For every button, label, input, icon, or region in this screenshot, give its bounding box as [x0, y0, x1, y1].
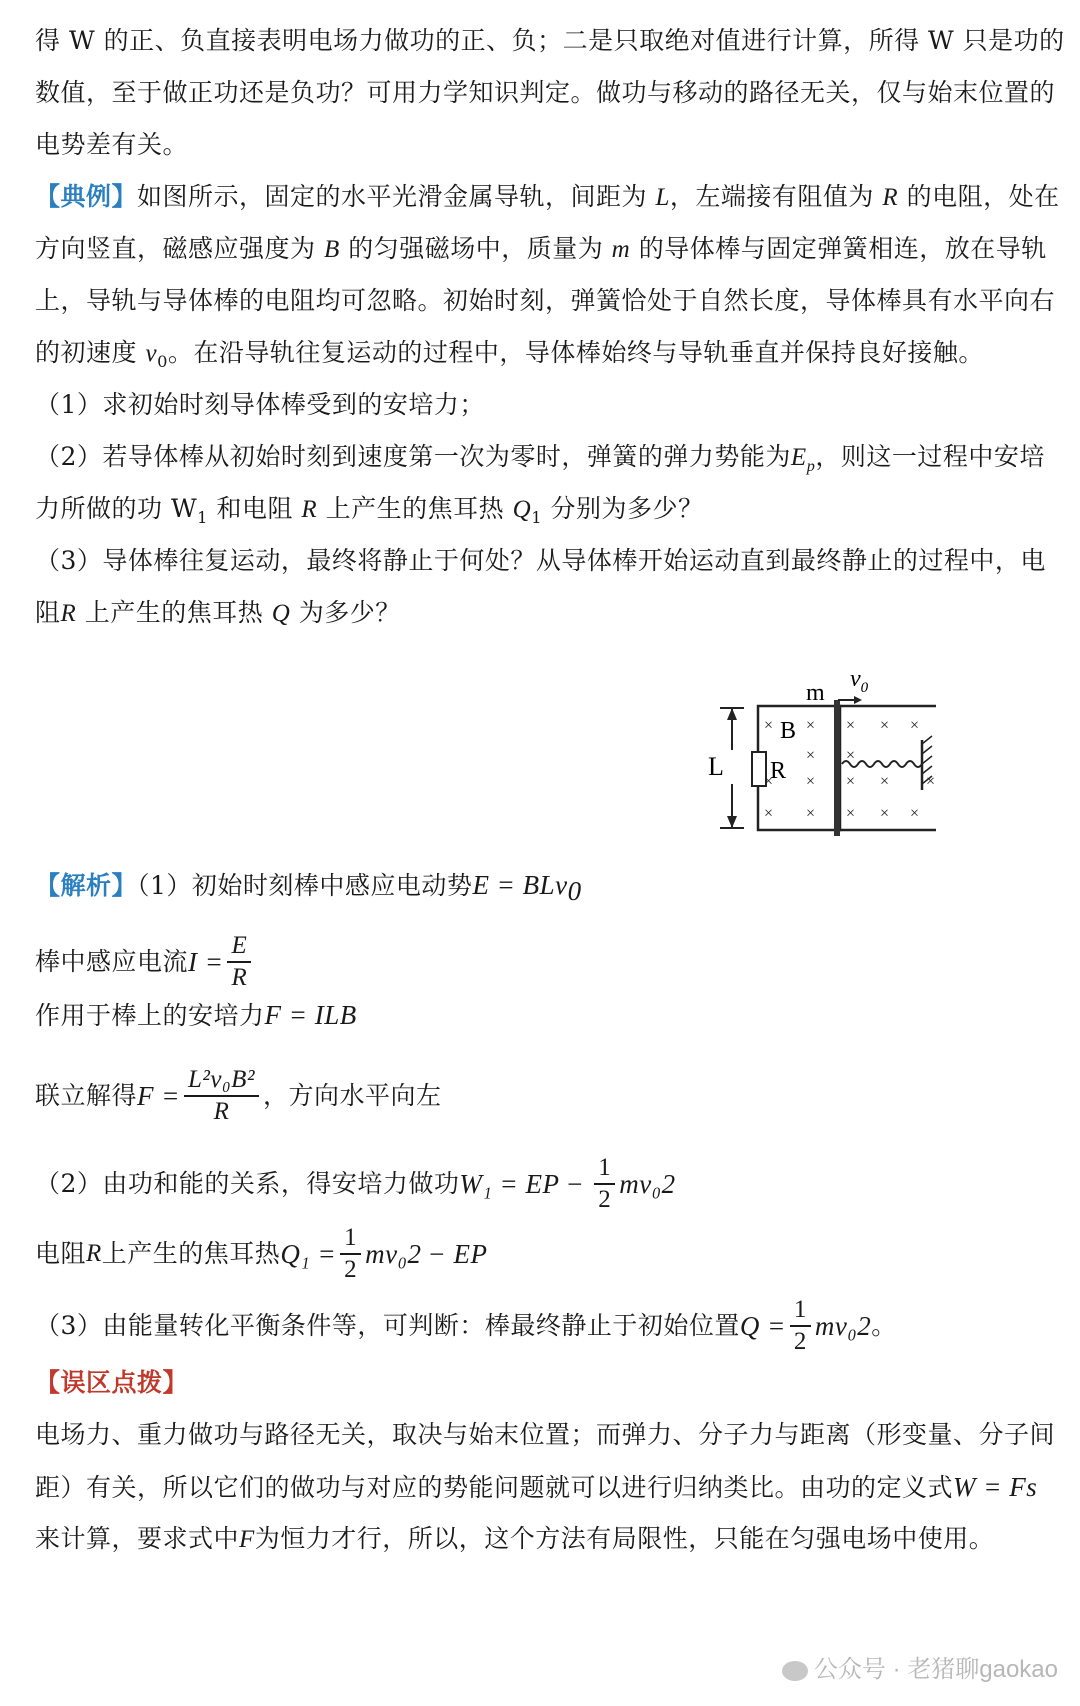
label-L: L — [708, 752, 724, 781]
example-line-2: 方向竖直，磁感应强度为 B 的匀强磁场中，质量为 m 的导体棒与固定弹簧相连，放在导轨 — [35, 234, 1047, 263]
question-3-line-1: （3）导体棒往复运动，最终将静止于何处？从导体棒开始运动直到最终静止的过程中，电 — [35, 546, 1046, 575]
question-2-line-1: （2）若导体棒从初始时刻到速度第一次为零时，弹簧的弹力势能为$E_p$，则这一过程中安培 — [35, 442, 1045, 475]
svg-text:×: × — [764, 773, 774, 790]
solution-line-7: （3）由能量转化平衡条件等，可判断：棒最终静止于初始位置 Q = $\frac{1}{2}$ mv₀ 2 。 — [35, 1296, 897, 1355]
example-tag: 【典例】 — [35, 182, 138, 211]
example-line-3: 上，导轨与导体棒的电阻均可忽略。初始时刻，弹簧恰处于自然长度，导体棒具有水平向右 — [35, 286, 1056, 315]
fraction-half-1: $\frac{1}{2}$ — [594, 1153, 615, 1215]
label-B: B — [780, 718, 797, 744]
pitfall-line-3: 来计算，要求式中F为恒力才行，所以，这个方法有局限性，只能在匀强电场中使用。 — [35, 1524, 995, 1553]
solution-line-4: 联立解得 F = $\frac{\text{L²v₀B²}}{R}$ ，方向水平向左 — [35, 1066, 442, 1125]
velocity-arrow-head — [854, 696, 862, 704]
pitfall-tag: 【误区点拨】 — [35, 1368, 189, 1397]
solution-line-1: 【解析】（1）初始时刻棒中感应电动势E = BLv$_0$ — [35, 870, 582, 906]
svg-text:×: × — [926, 773, 936, 790]
circuit-figure — [700, 660, 1020, 840]
svg-text:×: × — [846, 717, 856, 734]
intro-line-3: 电势差有关。 — [35, 130, 189, 159]
solution-line-5: （2）由功和能的关系，得安培力做功 W₁ = E P − $\frac{1}{2}$ mv₀ 2 — [35, 1154, 676, 1213]
svg-text:×: × — [806, 717, 816, 734]
svg-text:×: × — [806, 747, 816, 764]
intro-line-2: 数值，至于做正功还是负功？可用力学知识判定。做功与移动的路径无关，仅与始末位置的 — [35, 78, 1056, 107]
svg-text:×: × — [846, 747, 856, 764]
svg-text:×: × — [910, 717, 920, 734]
fraction-E-over-R: $\frac{E}{R}$ — [227, 931, 251, 993]
svg-text:×: × — [910, 805, 920, 822]
example-line-1: 【典例】如图所示，固定的水平光滑金属导轨，间距为 L，左端接有阻值为 R 的电阻，处在 — [35, 182, 1060, 211]
label-R: R — [770, 758, 787, 784]
svg-text:×: × — [880, 717, 890, 734]
question-1: （1）求初始时刻导体棒受到的安培力； — [35, 390, 485, 419]
svg-text:×: × — [880, 805, 890, 822]
wechat-icon — [782, 1661, 808, 1681]
conductor-bar — [834, 700, 840, 836]
svg-text:×: × — [846, 773, 856, 790]
pitfall-line-1: 电场力、重力做功与路径无关，取决与始末位置；而弹力、分子力与距离（形变量、分子间 — [35, 1420, 1056, 1449]
fraction-half-3: $\frac{1}{2}$ — [790, 1295, 811, 1357]
fraction-force: $\frac{\text{L²v₀B²}}{R}$ — [184, 1065, 259, 1127]
label-m: m — [806, 680, 825, 706]
svg-text:×: × — [806, 805, 816, 822]
svg-text:×: × — [880, 773, 890, 790]
svg-text:×: × — [764, 717, 774, 734]
pitfall-line-2: 距）有关，所以它们的做功与对应的势能问题就可以进行归纳类比。由功的定义式W = Fs — [35, 1472, 1038, 1502]
question-2-line-2: 力所做的功 $W_1$ 和电阻 R 上产生的焦耳热 $Q_1$ 分别为多少？ — [35, 494, 704, 527]
solution-line-2: 棒中感应电流 I = $\frac{E}{R}$ — [35, 930, 1045, 994]
label-v0: $v_0$ — [850, 666, 869, 696]
fraction-half-2: $\frac{1}{2}$ — [340, 1223, 361, 1285]
question-3-line-2: 阻R 上产生的焦耳热 Q 为多少？ — [35, 598, 401, 627]
solution-tag: 【解析】 — [35, 871, 138, 900]
solution-line-6: 电阻 R 上产生的焦耳热 Q₁ = $\frac{1}{2}$ mv₀ 2 − E P — [35, 1224, 488, 1283]
svg-text:×: × — [764, 805, 774, 822]
dimension-arrow-up — [727, 708, 737, 720]
solution-line-3: 作用于棒上的安培力F = ILB — [35, 1000, 357, 1030]
intro-line-1: 得 W 的正、负直接表明电场力做功的正、负；二是只取绝对值进行计算，所得 W 只是功的 — [35, 26, 1065, 55]
watermark: 公众号 · 老猪聊gaokao — [782, 1649, 1058, 1684]
svg-text:×: × — [806, 773, 816, 790]
example-line-4: 的初速度 $v_0$。在沿导轨往复运动的过程中，导体棒始终与导轨垂直并保持良好接触。 — [35, 338, 984, 371]
svg-text:×: × — [846, 805, 856, 822]
dimension-arrow-down — [727, 816, 737, 828]
